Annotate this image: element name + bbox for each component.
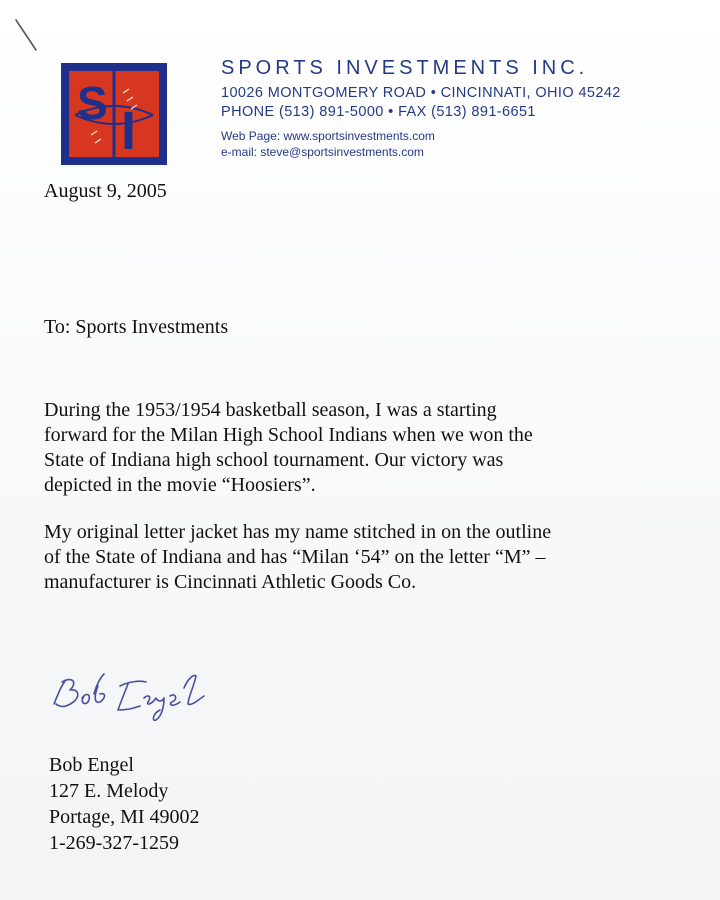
signer-city: Portage, MI 49002 xyxy=(49,806,200,828)
body-line: State of Indiana high school tournament. Our victory was xyxy=(44,449,504,471)
body-paragraph-1 xyxy=(44,398,684,498)
signer-block xyxy=(49,752,200,856)
company-logo xyxy=(61,63,167,165)
letter-date: August 9, 2005 xyxy=(44,180,167,202)
company-email: e-mail: steve@sportsinvestments.com xyxy=(221,145,424,159)
body-line: manufacturer is Cincinnati Athletic Goods Co. xyxy=(44,571,417,593)
handwritten-signature xyxy=(48,666,228,726)
signer-name: Bob Engel xyxy=(49,754,134,776)
company-web-page: Web Page: www.sportsinvestments.com xyxy=(221,129,435,143)
body-paragraph-2 xyxy=(44,520,684,595)
company-address: 10026 MONTGOMERY ROAD • CINCINNATI, OHIO 45242 xyxy=(221,85,621,101)
company-phone-fax: PHONE (513) 891-5000 • FAX (513) 891-6651 xyxy=(221,104,536,120)
svg-text:S: S xyxy=(77,77,108,129)
svg-text:I: I xyxy=(121,101,137,161)
signer-phone: 1-269-327-1259 xyxy=(49,832,179,854)
company-name: SPORTS INVESTMENTS INC. xyxy=(221,57,589,79)
body-line: of the State of Indiana and has “Milan ‘54” on the letter “M” – xyxy=(44,546,546,568)
body-line: depicted in the movie “Hoosiers”. xyxy=(44,474,316,496)
pen-mark xyxy=(12,16,42,56)
body-line: forward for the Milan High School Indians when we won the xyxy=(44,424,533,446)
recipient-line: To: Sports Investments xyxy=(44,316,229,338)
letterhead xyxy=(221,56,701,160)
letter-body xyxy=(44,398,684,595)
signer-street: 127 E. Melody xyxy=(49,780,169,802)
body-line: During the 1953/1954 basketball season, I was a starting xyxy=(44,399,497,421)
body-line: My original letter jacket has my name stitched in on the outline xyxy=(44,521,552,543)
